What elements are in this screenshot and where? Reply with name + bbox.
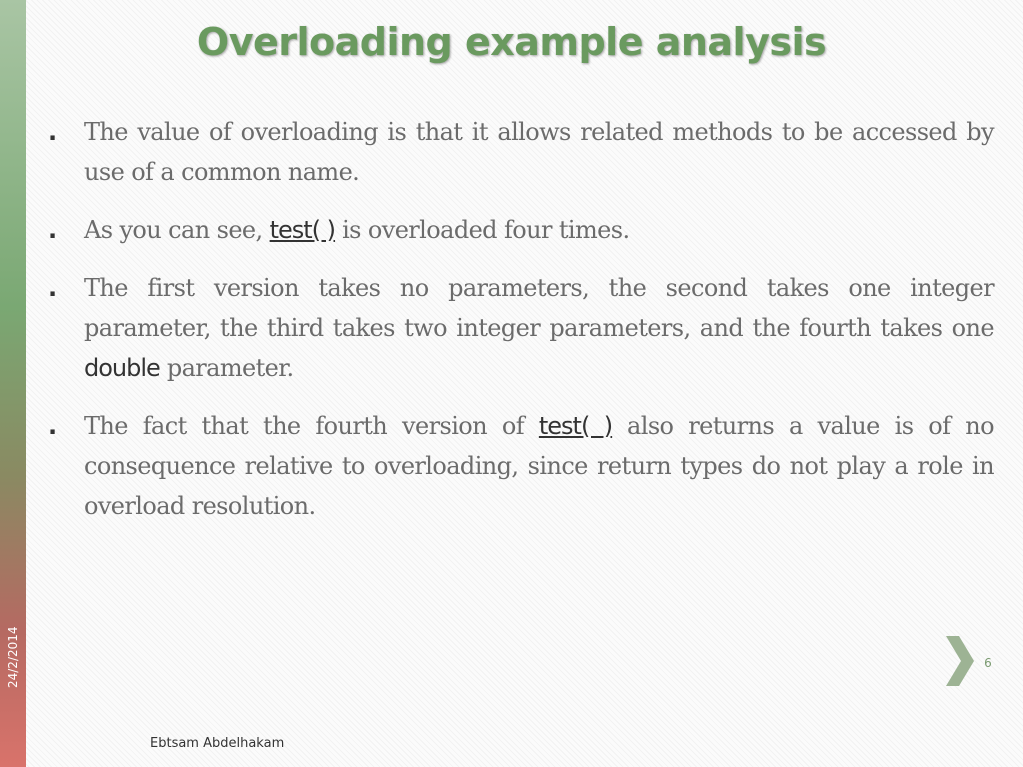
bullet-text: The value of overloading is that it allows related methods to be accessed by use of a common name. <box>84 118 994 186</box>
bullet-text-after: parameter. <box>159 354 294 382</box>
bullet-text-after: is overloaded four times. <box>335 216 630 244</box>
bullet-marker: . <box>48 274 57 302</box>
code-term: double <box>84 354 160 382</box>
code-term: test( ) <box>538 412 613 440</box>
chevron-right-icon[interactable] <box>940 632 978 690</box>
code-term: test( ) <box>269 216 336 244</box>
bullet-marker: . <box>48 118 57 146</box>
bullet-text-before: As you can see, <box>84 216 270 244</box>
page-number: 6 <box>984 656 992 670</box>
bullet-list <box>48 112 994 544</box>
bullet-text-before: The fact that the fourth version of <box>84 412 539 440</box>
bullet-item <box>48 406 994 526</box>
bullet-marker: . <box>48 216 57 244</box>
bullet-item <box>48 210 994 250</box>
slide-title: Overloading example analysis <box>196 20 827 64</box>
bullet-text-before: The first version takes no parameters, the second takes one integer parameter, the third takes two integer parameters, and the fourth takes one <box>84 274 994 342</box>
bullet-item <box>48 268 994 388</box>
bullet-text-after: also returns a value is of no consequence relative to overloading, since return types do not play a role in overload resolution. <box>84 412 994 520</box>
bullet-marker: . <box>48 412 57 440</box>
author-footer: Ebtsam Abdelhakam <box>150 736 285 751</box>
bullet-item <box>48 112 994 192</box>
